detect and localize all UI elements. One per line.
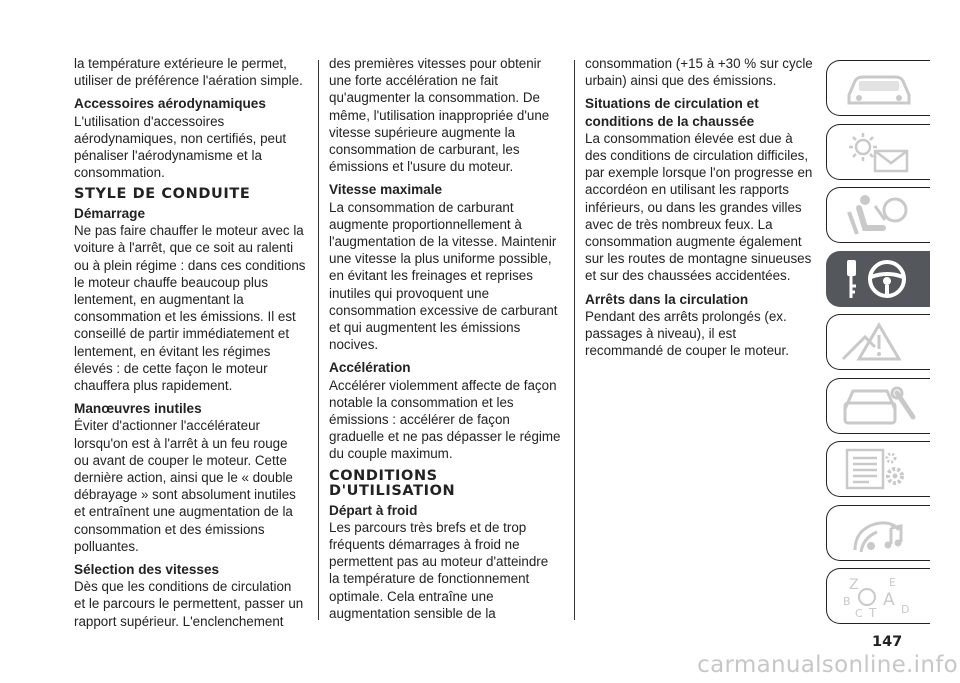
paragraph: des premières vitesses pour obtenir une forte accélération ne fait qu'augmenter la consommation. De même, l'utilisation inappropriée d'une vitesse supérieure augmente la consommation de carburant, les émissions et l'usure du moteur.	[329, 56, 550, 175]
svg-text:A: A	[883, 590, 895, 610]
text-column-1	[74, 55, 306, 636]
subsection-heading: Manœuvres inutiles	[74, 401, 202, 417]
tab-safety[interactable]	[826, 187, 930, 243]
paragraph: Dès que les conditions de circulation et le parcours le permettent, passer un rapport supérieur. L'enclenchement	[74, 579, 304, 629]
paragraph: Les parcours très brefs et de trop fréquents démarrages à froid ne permettent pas au moteur d'atteindre la température de fonctionnement optimale. Cela entraîne une augmentation sensible de la	[329, 519, 549, 621]
multimedia-music-icon	[835, 510, 925, 556]
subsection-heading: Accélération	[329, 360, 411, 376]
breakdown-warning-triangle-icon	[835, 319, 925, 365]
subsection-heading: Vitesse maximale	[329, 182, 443, 198]
subsection-heading: Démarrage	[74, 205, 146, 221]
subsection-heading: Arrêts dans la circulation	[585, 291, 749, 307]
svg-text:Z: Z	[849, 577, 859, 593]
paragraph: consommation (+15 à +30 % sur cycle urbain) ainsi que des émissions.	[585, 56, 813, 89]
paragraph: La consommation de carburant augmente proportionnellement à l'augmentation de la vitesse. Maintenir une vitesse la plus uniforme possible, en évitant les freinages et reprises inutiles qui provoquent une consommation excessive de carburant et qui augmentent les émissions nocives.	[329, 199, 558, 353]
paragraph: L'utilisation d'accessoires aérodynamiques, non certifiés, peut pénaliser l'aérodynamisme et la consommation.	[74, 113, 287, 181]
warning-lights-icon	[835, 129, 925, 175]
paragraph: Ne pas faire chauffer le moteur avec la voiture à l'arrêt, que ce soit au ralenti ou à plein régime : dans ces conditions le moteur chauffe beaucoup plus lentement, en augmentant la consommation et les émissions. Il est conseillé de partir immédiatement et lentement, en évitant les régimes élevés : de cette façon le moteur chauffera plus rapidement.	[74, 223, 306, 393]
subsection-heading: Situations de circulation et conditions de la chaussée	[585, 96, 759, 129]
tab-vehicle[interactable]	[826, 60, 930, 116]
subsection-heading: Sélection des vitesses	[74, 561, 220, 577]
maintenance-tools-icon	[835, 383, 925, 429]
key-steering-wheel-icon	[835, 256, 925, 302]
tab-multimedia[interactable]	[826, 505, 930, 561]
page-number: 147	[872, 634, 903, 650]
svg-text:T: T	[869, 606, 877, 619]
tab-maintenance[interactable]	[826, 378, 930, 434]
text-column-3	[585, 55, 817, 365]
section-heading: STYLE DE CONDUITE	[74, 186, 251, 203]
car-icon	[835, 65, 925, 111]
svg-text:E: E	[889, 576, 896, 589]
column-divider	[318, 60, 319, 620]
technical-data-gear-icon	[835, 446, 925, 492]
column-divider	[574, 60, 575, 620]
svg-text:B: B	[843, 595, 851, 608]
subsection-heading: Départ à froid	[329, 502, 418, 518]
paragraph: Accélérer violemment affecte de façon notable la consommation et les émissions : accélérer de façon graduelle et ne pas dépasser le régime du couple maximum.	[329, 377, 561, 462]
tab-index[interactable]	[826, 568, 930, 624]
svg-text:C: C	[855, 607, 863, 619]
paragraph: Pendant des arrêts prolongés (ex. passages à niveau), il est recommandé de couper le moteur.	[585, 308, 789, 359]
paragraph: La consommation élevée est due à des conditions de circulation difficiles, par exemple lorsque l'on progresse en accordéon en utilisant les rapports inférieurs, ou dans les grandes villes avec de très nombreux feux. La consommation augmente également sur les routes de montagne sinueuses et sur des chaussées accidentées.	[585, 130, 813, 284]
tab-emergency[interactable]	[826, 314, 930, 370]
section-heading: CONDITIONS D'UTILISATION	[329, 467, 456, 500]
tab-technical-data[interactable]	[826, 441, 930, 497]
chapter-tabs	[826, 60, 930, 632]
tab-instrument-panel[interactable]	[826, 124, 930, 180]
alphabetical-index-icon	[835, 573, 925, 619]
seat-airbag-icon	[835, 192, 925, 238]
text-column-2	[329, 55, 561, 628]
tab-starting-driving[interactable]	[826, 251, 930, 307]
paragraph: la température extérieure le permet, utiliser de préférence l'aération simple.	[74, 56, 303, 89]
subsection-heading: Accessoires aérodynamiques	[74, 96, 266, 112]
paragraph: Éviter d'actionner l'accélérateur lorsqu'on est à l'arrêt à un feu rouge ou avant de couper le moteur. Cette dernière action, ainsi que le « double débrayage » sont absolument inutiles et entraînent une augmentation de la consommation et des émissions polluantes.	[74, 418, 296, 554]
watermark: carmanualsonline.info	[697, 652, 958, 678]
svg-text:D: D	[901, 603, 910, 616]
